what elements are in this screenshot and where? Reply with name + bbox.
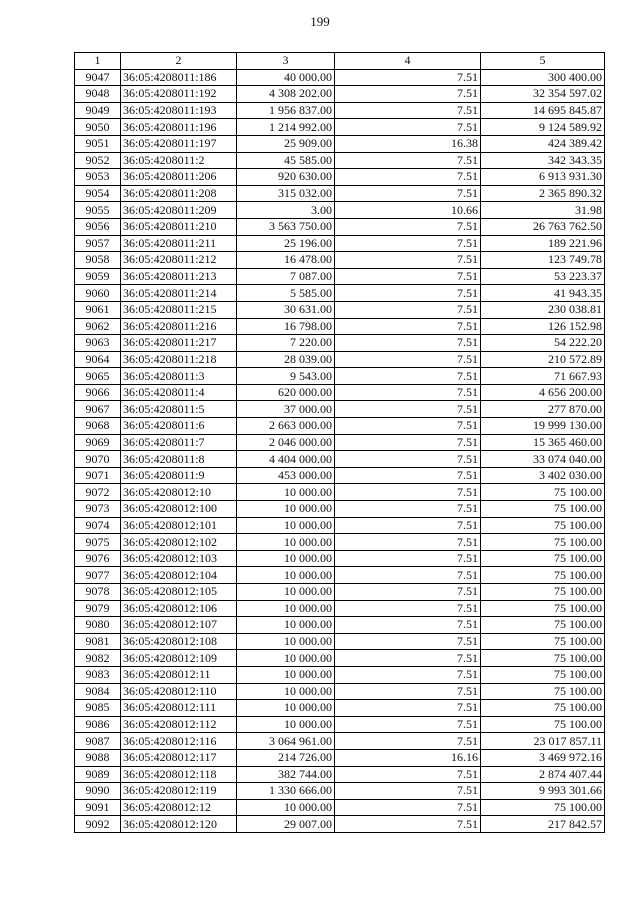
cadastral-id-cell: 36:05:4208012:10 bbox=[121, 484, 237, 501]
table-row bbox=[75, 384, 605, 401]
amount-cell: 75 100.00 bbox=[481, 501, 605, 518]
table-row bbox=[75, 700, 605, 717]
cadastral-id-cell: 36:05:4208011:213 bbox=[121, 268, 237, 285]
amount-cell: 53 223.37 bbox=[481, 268, 605, 285]
amount-cell: 75 100.00 bbox=[481, 600, 605, 617]
amount-cell: 75 100.00 bbox=[481, 700, 605, 717]
rate-cell: 7.51 bbox=[335, 617, 481, 634]
table-row bbox=[75, 666, 605, 683]
row-number-cell: 9070 bbox=[75, 451, 121, 468]
rate-cell: 16.38 bbox=[335, 135, 481, 152]
row-number-cell: 9051 bbox=[75, 135, 121, 152]
row-number-cell: 9079 bbox=[75, 600, 121, 617]
table-row bbox=[75, 584, 605, 601]
area-cell: 10 000.00 bbox=[237, 799, 335, 816]
amount-cell: 75 100.00 bbox=[481, 666, 605, 683]
table-row bbox=[75, 816, 605, 833]
area-cell: 10 000.00 bbox=[237, 567, 335, 584]
table-row bbox=[75, 235, 605, 252]
area-cell: 7 220.00 bbox=[237, 335, 335, 352]
cadastral-id-cell: 36:05:4208011:2 bbox=[121, 152, 237, 169]
area-cell: 2 046 000.00 bbox=[237, 434, 335, 451]
amount-cell: 26 763 762.50 bbox=[481, 218, 605, 235]
row-number-cell: 9080 bbox=[75, 617, 121, 634]
area-cell: 10 000.00 bbox=[237, 650, 335, 667]
row-number-cell: 9072 bbox=[75, 484, 121, 501]
amount-cell: 75 100.00 bbox=[481, 683, 605, 700]
row-number-cell: 9056 bbox=[75, 218, 121, 235]
area-cell: 10 000.00 bbox=[237, 550, 335, 567]
amount-cell: 75 100.00 bbox=[481, 484, 605, 501]
table-row bbox=[75, 716, 605, 733]
area-cell: 1 956 837.00 bbox=[237, 102, 335, 119]
amount-cell: 217 842.57 bbox=[481, 816, 605, 833]
row-number-cell: 9083 bbox=[75, 666, 121, 683]
amount-cell: 75 100.00 bbox=[481, 650, 605, 667]
area-cell: 10 000.00 bbox=[237, 517, 335, 534]
rate-cell: 7.51 bbox=[335, 235, 481, 252]
table-row bbox=[75, 451, 605, 468]
amount-cell: 123 749.78 bbox=[481, 252, 605, 269]
amount-cell: 2 874 407.44 bbox=[481, 766, 605, 783]
row-number-cell: 9087 bbox=[75, 733, 121, 750]
cadastral-id-cell: 36:05:4208012:118 bbox=[121, 766, 237, 783]
row-number-cell: 9054 bbox=[75, 185, 121, 202]
table-row bbox=[75, 69, 605, 86]
cadastral-id-cell: 36:05:4208011:215 bbox=[121, 301, 237, 318]
rate-cell: 7.51 bbox=[335, 102, 481, 119]
row-number-cell: 9069 bbox=[75, 434, 121, 451]
cadastral-id-cell: 36:05:4208011:4 bbox=[121, 384, 237, 401]
table-row bbox=[75, 169, 605, 186]
amount-cell: 75 100.00 bbox=[481, 617, 605, 634]
cadastral-id-cell: 36:05:4208011:209 bbox=[121, 202, 237, 219]
rate-cell: 7.51 bbox=[335, 384, 481, 401]
cadastral-id-cell: 36:05:4208012:11 bbox=[121, 666, 237, 683]
rate-cell: 7.51 bbox=[335, 600, 481, 617]
amount-cell: 3 402 030.00 bbox=[481, 467, 605, 484]
cadastral-id-cell: 36:05:4208011:6 bbox=[121, 418, 237, 435]
rate-cell: 7.51 bbox=[335, 567, 481, 584]
row-number-cell: 9047 bbox=[75, 69, 121, 86]
area-cell: 25 909.00 bbox=[237, 135, 335, 152]
cadastral-id-cell: 36:05:4208012:102 bbox=[121, 534, 237, 551]
cadastral-id-cell: 36:05:4208011:217 bbox=[121, 335, 237, 352]
table-row bbox=[75, 218, 605, 235]
amount-cell: 75 100.00 bbox=[481, 567, 605, 584]
amount-cell: 9 993 301.66 bbox=[481, 783, 605, 800]
area-cell: 10 000.00 bbox=[237, 617, 335, 634]
rate-cell: 7.51 bbox=[335, 716, 481, 733]
rate-cell: 7.51 bbox=[335, 301, 481, 318]
cadastral-id-cell: 36:05:4208012:103 bbox=[121, 550, 237, 567]
area-cell: 16 798.00 bbox=[237, 318, 335, 335]
table-row bbox=[75, 567, 605, 584]
column-header: 1 bbox=[75, 53, 121, 70]
rate-cell: 7.51 bbox=[335, 185, 481, 202]
cadastral-id-cell: 36:05:4208012:104 bbox=[121, 567, 237, 584]
table-row bbox=[75, 600, 605, 617]
table-row bbox=[75, 401, 605, 418]
table-row bbox=[75, 368, 605, 385]
area-cell: 1 330 666.00 bbox=[237, 783, 335, 800]
table-body bbox=[75, 69, 605, 832]
area-cell: 10 000.00 bbox=[237, 683, 335, 700]
area-cell: 382 744.00 bbox=[237, 766, 335, 783]
area-cell: 453 000.00 bbox=[237, 467, 335, 484]
amount-cell: 41 943.35 bbox=[481, 285, 605, 302]
cadastral-id-cell: 36:05:4208012:105 bbox=[121, 584, 237, 601]
row-number-cell: 9061 bbox=[75, 301, 121, 318]
table-row bbox=[75, 351, 605, 368]
amount-cell: 2 365 890.32 bbox=[481, 185, 605, 202]
area-cell: 1 214 992.00 bbox=[237, 119, 335, 136]
rate-cell: 7.51 bbox=[335, 252, 481, 269]
row-number-cell: 9066 bbox=[75, 384, 121, 401]
row-number-cell: 9071 bbox=[75, 467, 121, 484]
cadastral-id-cell: 36:05:4208011:8 bbox=[121, 451, 237, 468]
amount-cell: 277 870.00 bbox=[481, 401, 605, 418]
amount-cell: 126 152.98 bbox=[481, 318, 605, 335]
rate-cell: 7.51 bbox=[335, 517, 481, 534]
rate-cell: 7.51 bbox=[335, 335, 481, 352]
rate-cell: 16.16 bbox=[335, 749, 481, 766]
rate-cell: 7.51 bbox=[335, 285, 481, 302]
column-header: 2 bbox=[121, 53, 237, 70]
area-cell: 4 404 000.00 bbox=[237, 451, 335, 468]
area-cell: 3.00 bbox=[237, 202, 335, 219]
rate-cell: 7.51 bbox=[335, 119, 481, 136]
rate-cell: 7.51 bbox=[335, 666, 481, 683]
rate-cell: 7.51 bbox=[335, 733, 481, 750]
row-number-cell: 9060 bbox=[75, 285, 121, 302]
row-number-cell: 9088 bbox=[75, 749, 121, 766]
table-row bbox=[75, 733, 605, 750]
rate-cell: 7.51 bbox=[335, 318, 481, 335]
cadastral-id-cell: 36:05:4208012:117 bbox=[121, 749, 237, 766]
row-number-cell: 9063 bbox=[75, 335, 121, 352]
rate-cell: 7.51 bbox=[335, 650, 481, 667]
amount-cell: 424 389.42 bbox=[481, 135, 605, 152]
row-number-cell: 9074 bbox=[75, 517, 121, 534]
area-cell: 10 000.00 bbox=[237, 484, 335, 501]
rate-cell: 7.51 bbox=[335, 169, 481, 186]
table-row bbox=[75, 318, 605, 335]
table-row bbox=[75, 285, 605, 302]
area-cell: 5 585.00 bbox=[237, 285, 335, 302]
cadastral-id-cell: 36:05:4208011:193 bbox=[121, 102, 237, 119]
table-row bbox=[75, 418, 605, 435]
cadastral-id-cell: 36:05:4208011:211 bbox=[121, 235, 237, 252]
data-table bbox=[74, 52, 605, 833]
cadastral-id-cell: 36:05:4208012:100 bbox=[121, 501, 237, 518]
rate-cell: 7.51 bbox=[335, 766, 481, 783]
cadastral-id-cell: 36:05:4208012:112 bbox=[121, 716, 237, 733]
cadastral-id-cell: 36:05:4208011:214 bbox=[121, 285, 237, 302]
rate-cell: 7.51 bbox=[335, 368, 481, 385]
table-row bbox=[75, 301, 605, 318]
row-number-cell: 9062 bbox=[75, 318, 121, 335]
area-cell: 315 032.00 bbox=[237, 185, 335, 202]
table-row bbox=[75, 119, 605, 136]
rate-cell: 7.51 bbox=[335, 799, 481, 816]
table-row bbox=[75, 434, 605, 451]
cadastral-id-cell: 36:05:4208012:109 bbox=[121, 650, 237, 667]
amount-cell: 75 100.00 bbox=[481, 799, 605, 816]
row-number-cell: 9064 bbox=[75, 351, 121, 368]
area-cell: 920 630.00 bbox=[237, 169, 335, 186]
amount-cell: 75 100.00 bbox=[481, 517, 605, 534]
table-row bbox=[75, 252, 605, 269]
area-cell: 45 585.00 bbox=[237, 152, 335, 169]
rate-cell: 7.51 bbox=[335, 683, 481, 700]
amount-cell: 9 124 589.92 bbox=[481, 119, 605, 136]
row-number-cell: 9057 bbox=[75, 235, 121, 252]
table-row bbox=[75, 783, 605, 800]
row-number-cell: 9059 bbox=[75, 268, 121, 285]
row-number-cell: 9078 bbox=[75, 584, 121, 601]
amount-cell: 75 100.00 bbox=[481, 584, 605, 601]
rate-cell: 7.51 bbox=[335, 418, 481, 435]
cadastral-id-cell: 36:05:4208011:9 bbox=[121, 467, 237, 484]
row-number-cell: 9081 bbox=[75, 633, 121, 650]
cadastral-id-cell: 36:05:4208012:120 bbox=[121, 816, 237, 833]
table-row bbox=[75, 268, 605, 285]
cadastral-id-cell: 36:05:4208012:107 bbox=[121, 617, 237, 634]
amount-cell: 14 695 845.87 bbox=[481, 102, 605, 119]
row-number-cell: 9049 bbox=[75, 102, 121, 119]
rate-cell: 7.51 bbox=[335, 152, 481, 169]
row-number-cell: 9092 bbox=[75, 816, 121, 833]
rate-cell: 7.51 bbox=[335, 550, 481, 567]
row-number-cell: 9053 bbox=[75, 169, 121, 186]
table-row bbox=[75, 335, 605, 352]
rate-cell: 7.51 bbox=[335, 69, 481, 86]
table-row bbox=[75, 517, 605, 534]
table-row bbox=[75, 534, 605, 551]
amount-cell: 342 343.35 bbox=[481, 152, 605, 169]
table-row bbox=[75, 766, 605, 783]
rate-cell: 7.51 bbox=[335, 218, 481, 235]
amount-cell: 15 365 460.00 bbox=[481, 434, 605, 451]
amount-cell: 189 221.96 bbox=[481, 235, 605, 252]
row-number-cell: 9068 bbox=[75, 418, 121, 435]
row-number-cell: 9091 bbox=[75, 799, 121, 816]
rate-cell: 7.51 bbox=[335, 484, 481, 501]
amount-cell: 23 017 857.11 bbox=[481, 733, 605, 750]
cadastral-id-cell: 36:05:4208012:110 bbox=[121, 683, 237, 700]
table-row bbox=[75, 86, 605, 103]
cadastral-id-cell: 36:05:4208011:196 bbox=[121, 119, 237, 136]
column-header: 3 bbox=[237, 53, 335, 70]
amount-cell: 4 656 200.00 bbox=[481, 384, 605, 401]
amount-cell: 75 100.00 bbox=[481, 633, 605, 650]
area-cell: 2 663 000.00 bbox=[237, 418, 335, 435]
row-number-cell: 9073 bbox=[75, 501, 121, 518]
area-cell: 3 563 750.00 bbox=[237, 218, 335, 235]
table-row bbox=[75, 467, 605, 484]
rate-cell: 7.51 bbox=[335, 700, 481, 717]
column-header: 5 bbox=[481, 53, 605, 70]
rate-cell: 7.51 bbox=[335, 633, 481, 650]
rate-cell: 7.51 bbox=[335, 783, 481, 800]
area-cell: 10 000.00 bbox=[237, 600, 335, 617]
cadastral-id-cell: 36:05:4208011:7 bbox=[121, 434, 237, 451]
amount-cell: 300 400.00 bbox=[481, 69, 605, 86]
row-number-cell: 9089 bbox=[75, 766, 121, 783]
row-number-cell: 9075 bbox=[75, 534, 121, 551]
amount-cell: 230 038.81 bbox=[481, 301, 605, 318]
cadastral-id-cell: 36:05:4208011:210 bbox=[121, 218, 237, 235]
table-row bbox=[75, 749, 605, 766]
table-row bbox=[75, 683, 605, 700]
rate-cell: 10.66 bbox=[335, 202, 481, 219]
area-cell: 29 007.00 bbox=[237, 816, 335, 833]
amount-cell: 19 999 130.00 bbox=[481, 418, 605, 435]
area-cell: 10 000.00 bbox=[237, 700, 335, 717]
row-number-cell: 9085 bbox=[75, 700, 121, 717]
row-number-cell: 9084 bbox=[75, 683, 121, 700]
rate-cell: 7.51 bbox=[335, 434, 481, 451]
header-row bbox=[75, 53, 605, 70]
table-row bbox=[75, 484, 605, 501]
row-number-cell: 9090 bbox=[75, 783, 121, 800]
amount-cell: 75 100.00 bbox=[481, 716, 605, 733]
row-number-cell: 9082 bbox=[75, 650, 121, 667]
rate-cell: 7.51 bbox=[335, 501, 481, 518]
area-cell: 3 064 961.00 bbox=[237, 733, 335, 750]
row-number-cell: 9077 bbox=[75, 567, 121, 584]
row-number-cell: 9050 bbox=[75, 119, 121, 136]
area-cell: 40 000.00 bbox=[237, 69, 335, 86]
area-cell: 16 478.00 bbox=[237, 252, 335, 269]
area-cell: 10 000.00 bbox=[237, 584, 335, 601]
amount-cell: 71 667.93 bbox=[481, 368, 605, 385]
amount-cell: 3 469 972.16 bbox=[481, 749, 605, 766]
rate-cell: 7.51 bbox=[335, 584, 481, 601]
area-cell: 25 196.00 bbox=[237, 235, 335, 252]
table-row bbox=[75, 633, 605, 650]
rate-cell: 7.51 bbox=[335, 86, 481, 103]
amount-cell: 54 222.20 bbox=[481, 335, 605, 352]
area-cell: 7 087.00 bbox=[237, 268, 335, 285]
row-number-cell: 9067 bbox=[75, 401, 121, 418]
rate-cell: 7.51 bbox=[335, 467, 481, 484]
column-header: 4 bbox=[335, 53, 481, 70]
table-row bbox=[75, 185, 605, 202]
cadastral-id-cell: 36:05:4208011:3 bbox=[121, 368, 237, 385]
page-number: 199 bbox=[310, 14, 330, 29]
row-number-cell: 9076 bbox=[75, 550, 121, 567]
area-cell: 30 631.00 bbox=[237, 301, 335, 318]
area-cell: 9 543.00 bbox=[237, 368, 335, 385]
rate-cell: 7.51 bbox=[335, 534, 481, 551]
table-row bbox=[75, 152, 605, 169]
cadastral-id-cell: 36:05:4208011:197 bbox=[121, 135, 237, 152]
amount-cell: 210 572.89 bbox=[481, 351, 605, 368]
cadastral-id-cell: 36:05:4208011:216 bbox=[121, 318, 237, 335]
cadastral-id-cell: 36:05:4208012:106 bbox=[121, 600, 237, 617]
amount-cell: 31.98 bbox=[481, 202, 605, 219]
cadastral-id-cell: 36:05:4208012:12 bbox=[121, 799, 237, 816]
amount-cell: 32 354 597.02 bbox=[481, 86, 605, 103]
area-cell: 214 726.00 bbox=[237, 749, 335, 766]
table-row bbox=[75, 799, 605, 816]
cadastral-id-cell: 36:05:4208012:119 bbox=[121, 783, 237, 800]
area-cell: 10 000.00 bbox=[237, 501, 335, 518]
row-number-cell: 9048 bbox=[75, 86, 121, 103]
amount-cell: 75 100.00 bbox=[481, 550, 605, 567]
area-cell: 28 039.00 bbox=[237, 351, 335, 368]
amount-cell: 75 100.00 bbox=[481, 534, 605, 551]
cadastral-id-cell: 36:05:4208011:218 bbox=[121, 351, 237, 368]
rate-cell: 7.51 bbox=[335, 351, 481, 368]
row-number-cell: 9055 bbox=[75, 202, 121, 219]
table-row bbox=[75, 650, 605, 667]
rate-cell: 7.51 bbox=[335, 816, 481, 833]
table-row bbox=[75, 617, 605, 634]
cadastral-id-cell: 36:05:4208012:108 bbox=[121, 633, 237, 650]
row-number-cell: 9065 bbox=[75, 368, 121, 385]
cadastral-id-cell: 36:05:4208011:5 bbox=[121, 401, 237, 418]
row-number-cell: 9052 bbox=[75, 152, 121, 169]
table-row bbox=[75, 135, 605, 152]
amount-cell: 6 913 931.30 bbox=[481, 169, 605, 186]
cadastral-id-cell: 36:05:4208011:208 bbox=[121, 185, 237, 202]
cadastral-id-cell: 36:05:4208012:111 bbox=[121, 700, 237, 717]
area-cell: 10 000.00 bbox=[237, 666, 335, 683]
area-cell: 620 000.00 bbox=[237, 384, 335, 401]
amount-cell: 33 074 040.00 bbox=[481, 451, 605, 468]
cadastral-id-cell: 36:05:4208011:206 bbox=[121, 169, 237, 186]
area-cell: 10 000.00 bbox=[237, 633, 335, 650]
rate-cell: 7.51 bbox=[335, 268, 481, 285]
rate-cell: 7.51 bbox=[335, 401, 481, 418]
table-row bbox=[75, 102, 605, 119]
table-row bbox=[75, 501, 605, 518]
cadastral-id-cell: 36:05:4208011:186 bbox=[121, 69, 237, 86]
rate-cell: 7.51 bbox=[335, 451, 481, 468]
table-row bbox=[75, 202, 605, 219]
row-number-cell: 9058 bbox=[75, 252, 121, 269]
cadastral-id-cell: 36:05:4208012:101 bbox=[121, 517, 237, 534]
area-cell: 4 308 202.00 bbox=[237, 86, 335, 103]
area-cell: 10 000.00 bbox=[237, 534, 335, 551]
cadastral-id-cell: 36:05:4208011:212 bbox=[121, 252, 237, 269]
area-cell: 37 000.00 bbox=[237, 401, 335, 418]
row-number-cell: 9086 bbox=[75, 716, 121, 733]
table-row bbox=[75, 550, 605, 567]
area-cell: 10 000.00 bbox=[237, 716, 335, 733]
cadastral-id-cell: 36:05:4208012:116 bbox=[121, 733, 237, 750]
cadastral-id-cell: 36:05:4208011:192 bbox=[121, 86, 237, 103]
